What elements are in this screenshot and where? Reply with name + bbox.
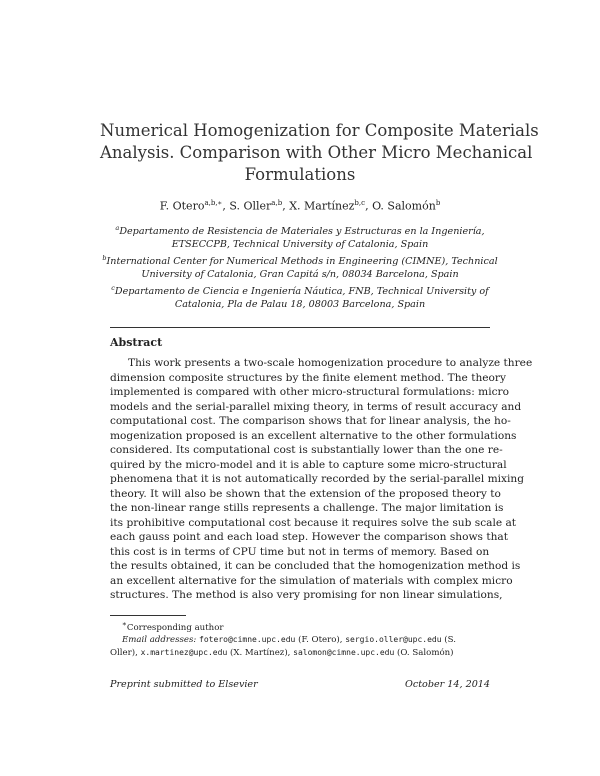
abstract-line: its prohibitive computational cost because it requires solve the sub scale at [110,516,517,529]
abstract-line: considered. Its computational cost is substantially lower than the one re- [110,444,503,456]
affil-sup: a [115,224,120,232]
abstract-line: each gauss point and each load step. However the comparison shows that [110,531,509,543]
footnote-rule [110,615,186,616]
abstract-line: this cost is in terms of CPU time but not in terms of memory. Based on [110,545,490,558]
email-address[interactable]: fotero@cimne.upc.edu [199,635,296,645]
email-label: Email addresses: [122,635,197,646]
affil-line: University of Catalonia, Gran Capitá s/n, 08034 Barcelona, Spain [141,268,459,280]
author-name: X. Martínez [289,199,355,213]
abstract-line: theory. It will also be shown that the extension of the proposed theory to [110,487,501,500]
footer-date: October 14, 2014 [404,679,490,690]
abstract-line: models and the serial-parallel mixing theory, in terms of result accuracy and [110,400,522,413]
footnote [110,618,490,659]
email-owner: (O. Salomón) [397,647,454,658]
title-line: Numerical Homogenization for Composite Materials [100,121,539,140]
abstract-body [110,356,533,603]
paper-title [100,120,539,186]
abstract-line: quired by the micro-model and it is able to capture some micro-structural [110,458,507,471]
email-address[interactable]: sergio.oller@upc.edu [345,635,442,645]
email-owner: (F. Otero), [298,635,343,646]
corresponding-author-note: Corresponding author [126,622,224,633]
abstract-line: structures. The method is also very promising for non linear simulations, [110,589,503,601]
affil-line: Departamento de Ciencia e Ingeniería Náutica, FNB, Technical University of [114,285,489,297]
author-affil-sup: b,c [354,199,366,207]
email-owner: (S. [444,635,456,646]
title-line: Formulations [244,165,356,184]
affil-sup: b [102,253,107,262]
affiliations [100,222,500,311]
author-affil-sup: a,b,∗ [204,199,223,207]
abstract-line: This work presents a two-scale homogenization procedure to analyze three [128,357,533,369]
author-name: F. Otero [159,199,205,213]
abstract-line: an excellent alternative for the simulation of materials with complex micro [110,574,513,587]
affil-line: ETSECCPB, Technical University of Catalonia, Spain [171,238,429,250]
abstract-line: the non-linear range stills represents a challenge. The major limitation is [110,502,504,514]
email-address[interactable]: x.martinez@upc.edu [140,647,228,657]
abstract-line: the results obtained, it can be concluded that the homogenization method is [110,560,521,572]
author-affil-sup: b [435,199,441,207]
affil-line: Catalonia, Pla de Palau 18, 08003 Barcelona, Spain [174,298,426,310]
author-affil-sup: a,b [271,199,283,207]
abstract-line: mogenization proposed is an excellent alternative to the other formulations [110,429,517,442]
email-address[interactable]: salomon@cimne.upc.edu [293,647,395,657]
author-list: F. Otero$^{a,b,∗}$, S. Oller$^{a,b}$, X. Martínez$^{b,c}$, O. Salomón$^b$ [159,199,441,213]
affil-sup: c [111,283,115,292]
preprint-note: Preprint submitted to Elsevier [110,679,258,690]
abstract-line: implemented is compared with other micro-structural formulations: micro [110,386,509,398]
page-footer [110,679,490,690]
affil-line: Departamento de Resistencia de Materiales y Estructuras en la Ingeniería, [119,226,485,238]
email-owner: (X. Martínez), [230,647,291,658]
email-owner-wrap: Oller), [110,647,138,658]
abstract-top-rule [110,327,490,328]
abstract-line: dimension composite structures by the finite element method. The theory [110,371,506,384]
abstract-heading: Abstract [110,336,163,349]
abstract-line: phenomena that it is not automatically recorded by the serial-parallel mixing [110,473,524,485]
author-name: O. Salomón [372,199,436,213]
footnote-marker: ∗ [122,619,127,628]
abstract-line: computational cost. The comparison shows that for linear analysis, the ho- [110,415,511,427]
title-line: Analysis. Comparison with Other Micro Mechanical [100,143,533,162]
author-name: S. Oller [229,199,272,213]
affil-line: International Center for Numerical Methods in Engineering (CIMNE), Technical [106,255,498,267]
